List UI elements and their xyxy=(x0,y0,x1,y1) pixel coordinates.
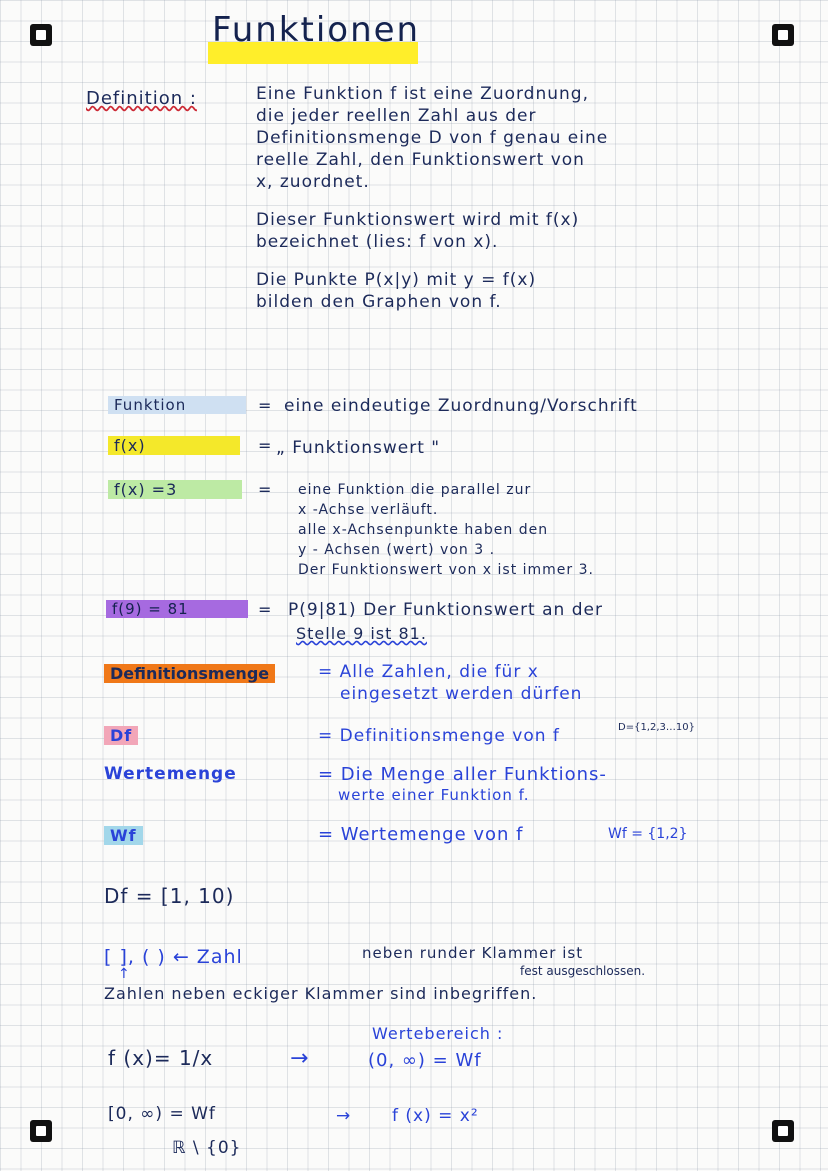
term-fx3-line-3: alle x-Achsenpunkte haben den xyxy=(298,522,549,538)
wertebereich-value: (0, ∞) = Wf xyxy=(368,1050,482,1071)
term-funktion-eq: = xyxy=(258,396,273,415)
page-title: Funktionen xyxy=(212,10,421,50)
term-f9-line-1: P(9|81) Der Funktionswert an der xyxy=(288,600,603,620)
term-fx-eq: = xyxy=(258,436,273,455)
term-fx3-line-4: y - Achsen (wert) von 3 . xyxy=(298,542,496,558)
wf-example: Wf = {1,2} xyxy=(608,826,688,842)
definition-para2-line-1: Dieser Funktionswert wird mit f(x) xyxy=(256,210,580,230)
df-text: = Definitionsmenge von f xyxy=(318,726,560,746)
wertebereich-label: Wertebereich : xyxy=(372,1024,504,1043)
df-example: D={1,2,3…10} xyxy=(618,722,695,733)
definition-label: Definition : xyxy=(86,88,197,109)
definition-line-2: die jeder reellen Zahl aus der xyxy=(256,106,537,126)
definition-para3-line-1: Die Punkte P(x|y) mit y = f(x) xyxy=(256,270,537,290)
term-f9-eq: = xyxy=(258,600,273,619)
bracket-note-2: fest ausgeschlossen. xyxy=(520,964,646,978)
term-funktion-label: Funktion xyxy=(108,396,246,414)
example2-arrow-icon: → xyxy=(336,1106,352,1126)
bracket-arrow-icon: ↑ xyxy=(118,966,131,982)
definition-line-1: Eine Funktion f ist eine Zuordnung, xyxy=(256,84,589,104)
term-fx3-line-5: Der Funktionswert von x ist immer 3. xyxy=(298,562,594,578)
definitionsmenge-line-1: = Alle Zahlen, die für x xyxy=(318,662,539,682)
definition-line-3: Definitionsmenge D von f genau eine xyxy=(256,128,609,148)
bracket-note-3: Zahlen neben eckiger Klammer sind inbegriffen. xyxy=(104,984,538,1003)
term-fx3-line-2: x -Achse verläuft. xyxy=(298,502,439,518)
term-f9-label: f(9) = 81 xyxy=(106,600,248,618)
corner-marker-bottom-right-icon xyxy=(772,1120,794,1142)
term-funktion-text: eine eindeutige Zuordnung/Vorschrift xyxy=(284,396,638,416)
bracket-note-1: neben runder Klammer ist xyxy=(362,944,584,962)
example-arrow-icon: → xyxy=(290,1046,310,1071)
term-fx3-label: f(x) =3 xyxy=(108,480,242,499)
definition-para2-line-2: bezeichnet (lies: f von x). xyxy=(256,232,499,252)
definition-para3-line-2: bilden den Graphen von f. xyxy=(256,292,502,312)
example2-left: [0, ∞) = Wf xyxy=(108,1104,216,1124)
example2-right: f (x) = x² xyxy=(392,1106,479,1126)
interval-example: Df = [1, 10) xyxy=(104,884,235,908)
term-fx3-eq: = xyxy=(258,480,273,499)
bracket-symbols: [ ], ( ) ← Zahl xyxy=(104,946,243,968)
df-label: Df xyxy=(104,726,138,745)
corner-marker-bottom-left-icon xyxy=(30,1120,52,1142)
corner-marker-top-right-icon xyxy=(772,24,794,46)
term-fx-label: f(x) xyxy=(108,436,240,455)
definitionsmenge-line-2: eingesetzt werden dürfen xyxy=(340,684,583,704)
example-func: f (x)= 1/x xyxy=(108,1046,214,1070)
wertemenge-line-1: = Die Menge aller Funktions- xyxy=(318,764,607,785)
definitionsmenge-label: Definitionsmenge xyxy=(104,664,275,683)
wertemenge-label: Wertemenge xyxy=(104,764,237,784)
definition-line-5: x, zuordnet. xyxy=(256,172,370,192)
term-fx3-line-1: eine Funktion die parallel zur xyxy=(298,482,532,498)
term-f9-line-2: Stelle 9 ist 81. xyxy=(296,624,427,643)
wf-label: Wf xyxy=(104,826,143,845)
example3-line: ℝ \ {0} xyxy=(172,1138,242,1158)
term-fx-text: „ Funktionswert " xyxy=(276,438,441,458)
wf-text: = Wertemenge von f xyxy=(318,824,524,845)
wertemenge-line-2: werte einer Funktion f. xyxy=(338,786,530,804)
corner-marker-top-left-icon xyxy=(30,24,52,46)
definition-line-4: reelle Zahl, den Funktionswert von xyxy=(256,150,585,170)
